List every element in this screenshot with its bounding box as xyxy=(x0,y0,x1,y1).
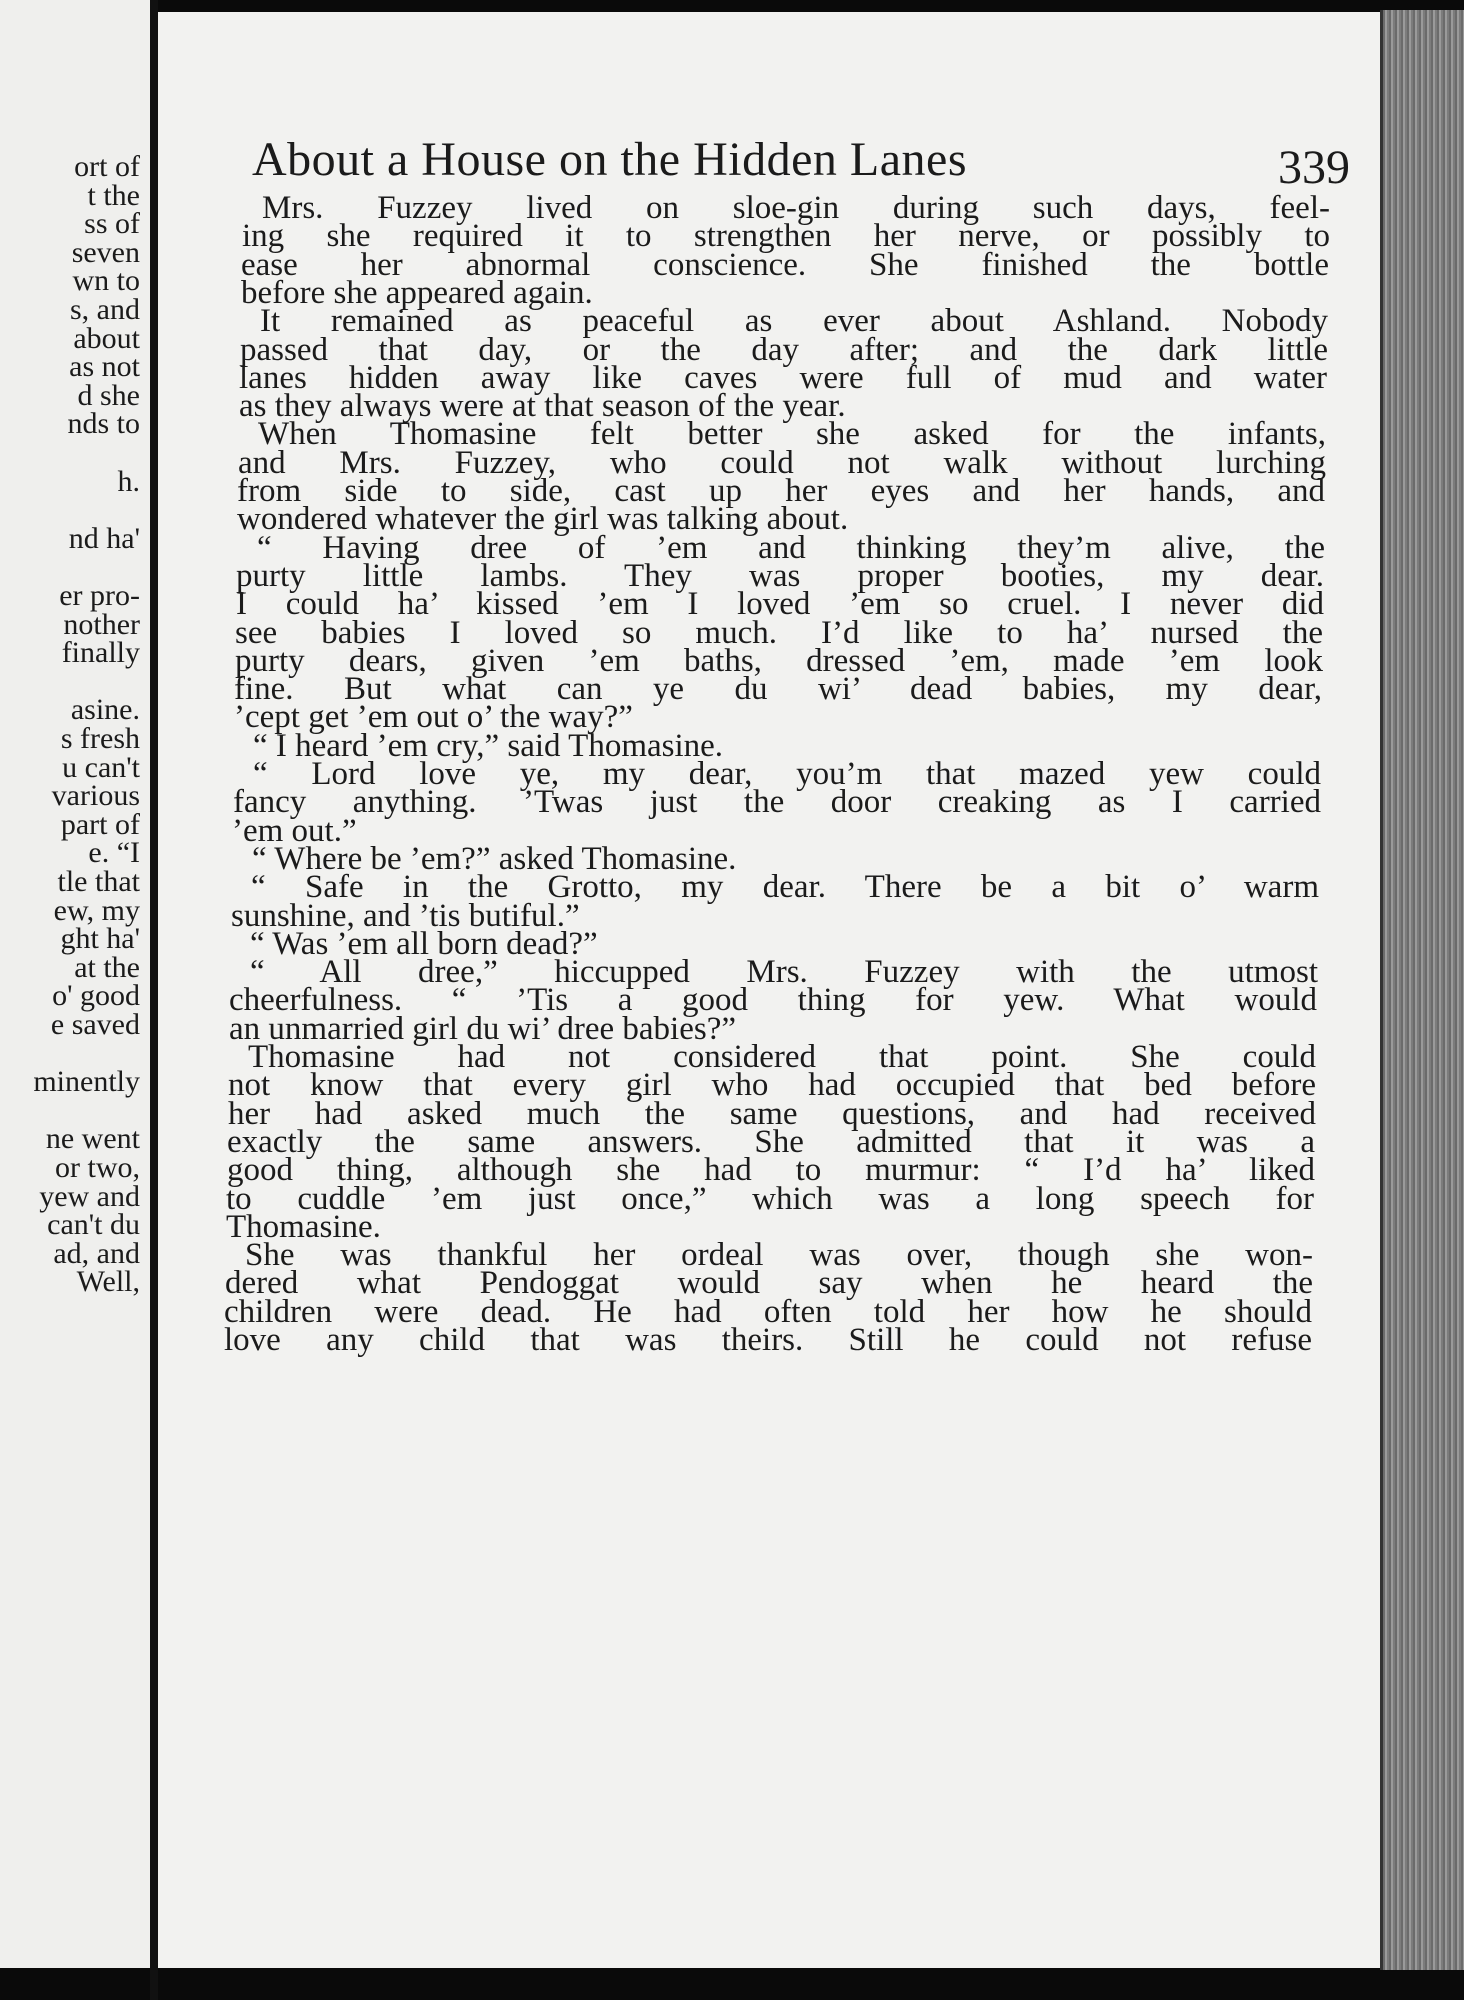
text-line: as they always were at that season of the year. xyxy=(239,388,846,425)
text-line: purty dears, given ’em baths, dressed ’em, made ’em look xyxy=(235,642,1323,679)
facing-text-line: e. “I xyxy=(88,836,140,870)
facing-text-line: ad, and xyxy=(53,1236,140,1270)
facing-text-line: u can't xyxy=(62,750,140,784)
text-line: “ Having dree of ’em and thinking they’m alive, the xyxy=(257,529,1325,566)
facing-text-line: o' good xyxy=(52,979,140,1013)
text-line: passed that day, or the day after; and the dark little xyxy=(240,331,1328,368)
text-line: “ Lord love ye, my dear, you’m that mazed yew could xyxy=(253,756,1321,792)
facing-text-line: t the xyxy=(87,178,140,212)
text-line: It remained as peaceful as ever about Ashland. Nobody xyxy=(260,303,1328,340)
text-line: “ Where be ’em?” asked Thomasine. xyxy=(252,840,737,877)
facing-text-line: Well, xyxy=(76,1265,140,1299)
text-line: “ All dree,” hiccupped Mrs. Fuzzey with the utmost xyxy=(250,954,1318,991)
text-line: ’cept get ’em out o’ the way?” xyxy=(234,699,633,736)
text-line: Mrs. Fuzzey lived on sloe-gin during such days, feel- xyxy=(262,190,1330,226)
facing-text-line: wn to xyxy=(72,264,140,298)
text-line: love any child that was theirs. Still he could not refuse xyxy=(224,1322,1312,1358)
text-line: ease her abnormal conscience. She finished the bottle xyxy=(241,246,1329,283)
text-line: an unmarried girl du wi’ dree babies?” xyxy=(229,1010,737,1047)
facing-text-line: can't du xyxy=(47,1208,140,1242)
text-line: Thomasine had not considered that point. She could xyxy=(248,1039,1316,1075)
text-line: I could ha’ kissed ’em I loved ’em so cruel. I never did xyxy=(236,586,1324,623)
facing-text-line: various xyxy=(51,779,140,813)
text-line: good thing, although she had to murmur: “ I’d ha’ liked xyxy=(227,1152,1315,1189)
facing-text-line: e saved xyxy=(50,1008,140,1041)
text-line: and Mrs. Fuzzey, who could not walk without lurching xyxy=(238,444,1326,481)
text-line: see babies I loved so much. I’d like to ha’ nursed the xyxy=(235,614,1323,651)
text-line: When Thomasine felt better she asked for the infants, xyxy=(258,416,1326,453)
facing-text-line: asine. xyxy=(70,693,140,727)
text-line: dered what Pendoggat would say when he heard the xyxy=(225,1265,1313,1302)
text-line: lanes hidden away like caves were full of mud and water xyxy=(239,359,1327,396)
facing-text-line: ght ha' xyxy=(60,922,140,956)
text-line: ’em out.” xyxy=(232,812,357,849)
facing-text-line: minently xyxy=(33,1065,140,1099)
facing-text-line: h. xyxy=(117,464,140,498)
text-line: cheerfulness. “ ’Tis a good thing for yew. What would xyxy=(229,982,1317,1019)
facing-text-line: seven xyxy=(71,235,140,269)
book-page xyxy=(158,12,1380,1968)
facing-text-line: tle that xyxy=(57,865,140,898)
page-stack-edge xyxy=(1380,10,1464,1970)
facing-text-line: finally xyxy=(61,636,140,670)
text-line: children were dead. He had often told her how he should xyxy=(224,1293,1312,1330)
text-line: sunshine, and ’tis butiful.” xyxy=(231,897,580,934)
facing-text-line: s, and xyxy=(70,293,140,326)
facing-text-line: ss of xyxy=(84,207,140,241)
facing-text-line: er pro- xyxy=(59,579,140,612)
text-line: exactly the same answers. She admitted that it was a xyxy=(227,1123,1315,1160)
book-gutter xyxy=(150,0,158,2000)
text-line: She was thankful her ordeal was over, though she won- xyxy=(245,1237,1313,1274)
facing-text-line: at the xyxy=(74,950,140,984)
text-line: fancy anything. ’Twas just the door creaking as I carried xyxy=(233,784,1321,821)
text-line: “ I heard ’em cry,” said Thomasine. xyxy=(253,727,724,764)
facing-page-left xyxy=(0,0,154,1968)
text-line: ing she required it to strengthen her nerve, or possibly to xyxy=(242,218,1330,255)
facing-text-line: nds to xyxy=(67,407,140,441)
page-number: 339 xyxy=(1278,141,1350,194)
facing-text-line: ne went xyxy=(45,1122,140,1156)
page-header xyxy=(252,132,1350,192)
text-line: her had asked much the same questions, and had received xyxy=(228,1095,1316,1132)
facing-text-line: s fresh xyxy=(60,722,140,755)
text-line: “ Was ’em all born dead?” xyxy=(250,925,598,962)
text-line: wondered whatever the girl was talking about. xyxy=(237,501,849,538)
text-line: purty little lambs. They was proper booties, my dear. xyxy=(236,557,1324,594)
running-title: About a House on the Hidden Lanes xyxy=(252,133,968,186)
text-line: to cuddle ’em just once,” which was a long speech for xyxy=(226,1180,1314,1217)
text-line: before she appeared again. xyxy=(241,274,593,311)
text-line: not know that every girl who had occupied that bed before xyxy=(228,1067,1316,1104)
facing-text-line: nd ha' xyxy=(68,521,140,555)
text-line: from side to side, cast up her eyes and her hands, and xyxy=(237,473,1325,509)
facing-text-line: nother xyxy=(63,607,140,641)
facing-text-line: part of xyxy=(60,807,140,841)
text-line: fine. But what can ye du wi’ dead babies, my dear, xyxy=(234,671,1322,708)
facing-text-line: ort of xyxy=(74,150,140,183)
facing-text-line: d she xyxy=(77,378,140,412)
facing-text-line: yew and xyxy=(39,1179,140,1213)
facing-text-line: or two, xyxy=(55,1151,140,1184)
text-line: “ Safe in the Grotto, my dear. There be a bit o’ warm xyxy=(251,869,1319,906)
facing-text-line: about xyxy=(73,321,140,355)
facing-text-line: as not xyxy=(69,350,140,384)
facing-text-line: ew, my xyxy=(53,893,140,927)
text-line: Thomasine. xyxy=(226,1208,381,1245)
